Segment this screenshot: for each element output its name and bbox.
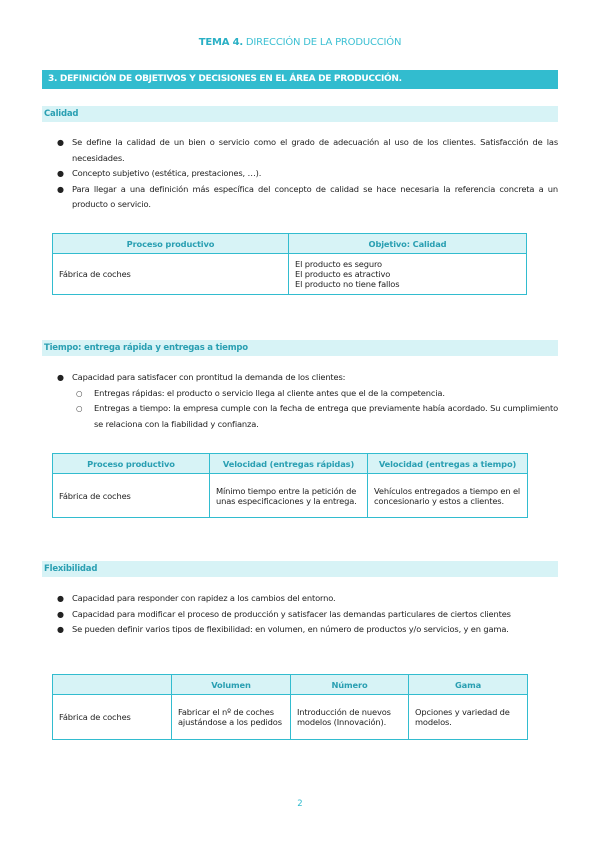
- table-header: Proceso productivo: [53, 454, 210, 474]
- table-header: Objetivo: Calidad: [289, 234, 527, 254]
- flexibilidad-table: [52, 674, 528, 740]
- calidad-table: [52, 233, 527, 295]
- bullet-icon: ●: [57, 169, 64, 178]
- table-header: Velocidad (entregas rápidas): [210, 454, 368, 474]
- table-cell: Fabricar el nº de coches ajustándose a los pedidos: [172, 695, 291, 740]
- table-cell: Opciones y variedad de modelos.: [409, 695, 528, 740]
- table-cell: Vehículos entregados a tiempo en el concesionario y estos a clientes.: [368, 474, 528, 518]
- table-cell: Mínimo tiempo entre la petición de unas especificaciones y la entrega.: [210, 474, 368, 518]
- sub-bullet-icon: ○: [76, 404, 83, 413]
- table-header: Gama: [409, 675, 528, 695]
- table-header: Número: [291, 675, 409, 695]
- tiempo-sub-list: [72, 386, 558, 433]
- bullet-icon: ●: [57, 609, 64, 619]
- section-title: 3. DEFINICIÓN DE OBJETIVOS Y DECISIONES EN EL ÁREA DE PRODUCCIÓN.: [42, 70, 558, 89]
- objective-line: El producto es seguro: [295, 259, 382, 269]
- calidad-bullet-list: [42, 135, 558, 213]
- bullet-icon: ●: [57, 373, 64, 382]
- list-item: ● Concepto subjetivo (estética, prestaciones, …).: [42, 166, 558, 182]
- bullet-icon: ●: [57, 625, 64, 634]
- objective-line: El producto es atractivo: [295, 269, 391, 279]
- list-item: ● Se pueden definir varios tipos de flexibilidad: en volumen, en número de productos y/o servicios, y en gama.: [42, 622, 558, 638]
- table-cell: Introducción de nuevos modelos (Innovación).: [291, 695, 409, 740]
- table-cell: Fábrica de coches: [53, 254, 289, 295]
- bullet-icon: ●: [57, 594, 64, 603]
- header-title-bold: TEMA 4.: [198, 37, 243, 48]
- bullet-icon: ●: [57, 138, 64, 147]
- table-cell: Fábrica de coches: [53, 474, 210, 518]
- page-number: 2: [297, 799, 303, 809]
- bullet-icon: ●: [57, 184, 64, 194]
- list-item: ● Capacidad para satisfacer con prontitud la demanda de los clientes: ○ Entregas rápidas: el producto o servicio llega al cliente antes que el de la competencia. ○ Entregas a tiempo: la empresa cumple con la fecha de entrega que previamente había acordado. Su cumplimiento se relaciona con la fiabilidad y confianza.: [42, 370, 558, 432]
- tiempo-bullet-list: [42, 370, 558, 432]
- table-cell: [289, 254, 527, 295]
- list-item: ● Se define la calidad de un bien o servicio como el grado de adecuación al uso de los clientes. Satisfacción de las necesidades.: [57, 137, 558, 163]
- table-header: [53, 675, 172, 695]
- tiempo-table: [52, 453, 528, 518]
- header-title-rest: DIRECCIÓN DE LA PRODUCCIÓN: [242, 37, 402, 48]
- page-header: [0, 37, 600, 48]
- table-header: Proceso productivo: [53, 234, 289, 254]
- list-item: ● Capacidad para modificar el proceso de producción y satisfacer las demandas particulares de ciertos clientes: [42, 607, 558, 623]
- list-item: ● Para llegar a una definición más específica del concepto de calidad se hace necesaria la referencia concreta a un producto o servicio.: [57, 183, 558, 209]
- objective-line: El producto no tiene fallos: [295, 279, 400, 289]
- list-item: ○ Entregas a tiempo: la empresa cumple con la fecha de entrega que previamente había acordado. Su cumplimiento se relaciona con la fiabilidad y confianza.: [76, 403, 558, 429]
- list-item: ○ Entregas rápidas: el producto o servicio llega al cliente antes que el de la competencia.: [72, 386, 558, 402]
- tiempo-heading: Tiempo: entrega rápida y entregas a tiempo: [42, 340, 558, 356]
- flexibilidad-heading: Flexibilidad: [42, 561, 558, 577]
- calidad-heading: Calidad: [42, 106, 558, 122]
- table-cell: Fábrica de coches: [53, 695, 172, 740]
- sub-bullet-icon: ○: [76, 388, 83, 398]
- table-header: Volumen: [172, 675, 291, 695]
- table-header: Velocidad (entregas a tiempo): [368, 454, 528, 474]
- flexibilidad-bullet-list: [42, 591, 558, 638]
- list-item: ● Capacidad para responder con rapidez a los cambios del entorno.: [42, 591, 558, 607]
